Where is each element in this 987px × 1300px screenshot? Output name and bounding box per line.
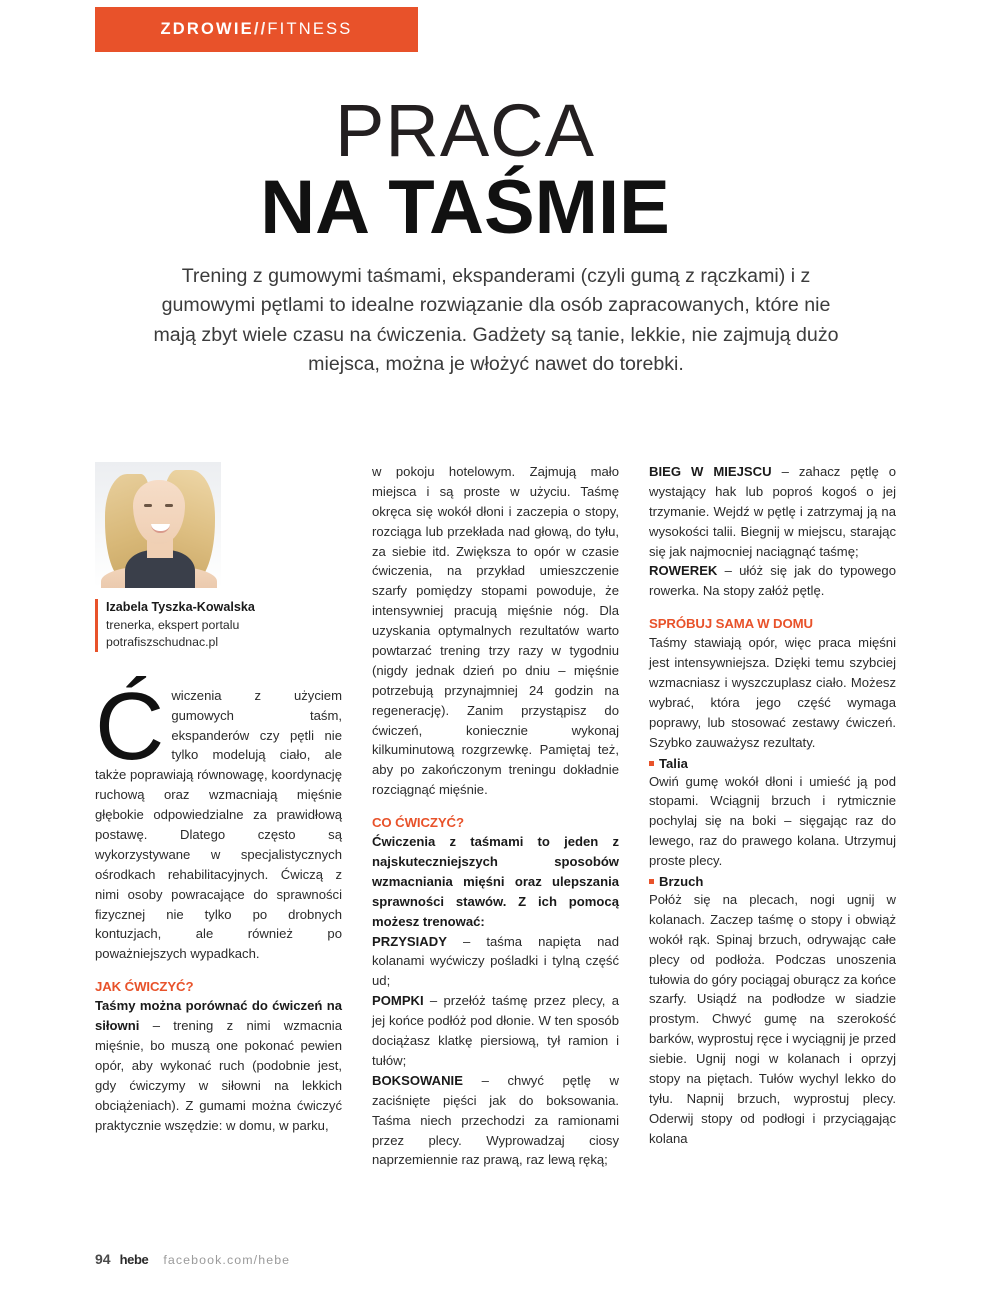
category-separator: // (253, 20, 268, 38)
exercise-description: – chwyć pętlę w zaciśnięte pięści jak do boksowania. Taśma niech przechodzi za ramionami przez plecy. Wyprowadzaj ciosy naprzemiennie raz prawą, raz lewą ręką; (372, 1072, 619, 1168)
author-name: Izabela Tyszka-Kowalska (106, 600, 255, 614)
author-role-line-1: trenerka, ekspert portalu (106, 617, 240, 632)
exercise-description: – przełóż taśmę przez plecy, a jej końce podłóż pod dłonie. W ten sposób dociążasz klatkę piersiową, tył ramion i tułów; (372, 993, 619, 1068)
drop-cap: Ć (95, 672, 165, 780)
exercise-description: – zahacz pętlę o wystający hak lub poproś kogoś o jej trzymanie. Wejdź w pętlę i zatrzymaj ją na wysokości talii. Biegnij w miejscu, starając się jak najmocniej naciągnąć taśmę; (649, 464, 897, 559)
photo-eye-right (165, 504, 173, 507)
subsection-talia-body: Owiń gumę wokół dłoni i umieść ją pod stopami. Wciągnij brzuch i rytmicznie pochylaj się na boki – sięgając raz do lewego, raz do prawego kolana. Utrzymuj proste plecy. (649, 773, 896, 869)
section-heading-jak-cwiczyc: JAK ĆWICZYĆ? (95, 979, 194, 995)
section-jak-cwiczyc-lead: Taśmy można porównać do ćwiczeń na siłowni (95, 998, 342, 1034)
column-1 (95, 462, 342, 1170)
exercise-item (649, 462, 896, 561)
exercise-item (372, 991, 619, 1071)
brand-logo: hebe (119, 1252, 149, 1267)
article-title (0, 89, 930, 251)
page-number: 94 (95, 1251, 111, 1267)
category-secondary: FITNESS (267, 20, 353, 38)
section-co-cwiczyc-lead (372, 832, 619, 931)
article-title-line-1: PRACA (335, 89, 595, 172)
footer-url[interactable]: facebook.com/hebe (163, 1253, 291, 1267)
subsection-brzuch-body: Połóż się na plecach, nogi ugnij w kolanach. Zaczep taśmę o stopy i obwiąż wokół rąk. Spinaj brzuch, odrywając całe plecy od podłoża. Podczas unoszenia tułowia do góry pociągaj oburącz za końce szarfy. Usiądź na podłodze w siadzie prostym. Chwyć gumę na szerokość barków, wyprostuj ręce i wyciągnij je przed siebie. Ugnij nogi w kolanach i oprzyj stopy na piętach. Tułów wychyl lekko do tyłu. Napnij brzuch, wyprostuj plecy. Oderwij stopy od podłogi i przyciągając kolana (649, 892, 896, 1146)
column-2 (372, 462, 619, 1170)
square-bullet-icon (649, 761, 654, 766)
exercise-term: PRZYSIADY (372, 933, 447, 949)
category-primary: ZDROWIE (160, 20, 254, 38)
article-columns (95, 462, 895, 1170)
article-lead-text: Trening z gumowymi taśmami, ekspanderami (czyli gumą z rączkami) i z gumowymi pętlami to idealne rozwiązanie dla osób zapracowanych, które nie mają zbyt wiele czasu na ćwiczenia. Gadżety są tanie, lekkie, nie zajmują dużo miejsca, można je włożyć nawet do torebki. (153, 265, 839, 376)
section-heading-co-cwiczyc: CO ĆWICZYĆ? (372, 815, 464, 831)
page-footer (95, 1251, 290, 1267)
exercise-item (372, 1071, 619, 1170)
exercise-description: – ułóż się jak do typowego rowerka. Na stopy załóż pętlę. (649, 563, 896, 599)
exercise-description: – taśma napięta nad kolanami wyćwiczy pośladki i tylną część ud; (372, 933, 619, 989)
column-2-continuation: w pokoju hotelowym. Zajmują mało miejsca i są proste w użyciu. Taśmę okręca się wokół dłoni i zaczepia o stopy, rozciąga lub przekłada nad głową, do tyłu, za siebie itd. Zwiększa to opór w czasie ćwiczenia, na przykład umieszczenie szarfy pomiędzy stopami powoduje, że intensywniej pracują mięśnie nóg. Dla uzyskania optymalnych rezultatów warto powtarzać trening trzy razy w tygodniu (nigdy jednak dzień po dniu – mięśnie potrzebują przynajmniej 24 godzin na regenerację). Zanim przystąpisz do ćwiczeń, koniecznie wykonaj kilkuminutową rozgrzewkę. Pamiętaj też, aby po zakończonym treningu dokładnie rozciągnąć mięśnie. (372, 464, 619, 798)
square-bullet-icon (649, 879, 654, 884)
author-role-line-2: potrafiszschudnac.pl (106, 635, 219, 650)
exercise-term: ROWEREK (649, 563, 718, 579)
category-banner (95, 7, 418, 52)
section-jak-cwiczyc-rest: – trening z nimi wzmacnia mięśnie, bo muszą one pokonać pewien opór, aby wykonać ruch (podobnie jest, gdy ćwiczymy w siłowni na lekkich obciążeniach). Z gumami można ćwiczyć praktycznie wszędzie: w domu, w parku, (95, 1018, 342, 1133)
exercise-item (372, 932, 619, 992)
subsection-heading-talia (649, 756, 896, 771)
subsection-talia-label: Talia (659, 755, 688, 771)
photo-eye-left (144, 504, 152, 507)
section-co-cwiczyc-lead-text: Ćwiczenia z taśmami to jeden z najskuteczniejszych sposobów wzmacniania mięśni oraz ulepszania sprawności stawów. Z ich pomocą możesz trenować: (372, 834, 619, 929)
column-3 (649, 462, 896, 1170)
exercise-term: BOKSOWANIE (372, 1072, 463, 1088)
subsection-heading-brzuch (649, 874, 896, 889)
article-lead (140, 262, 852, 380)
subsection-brzuch-label: Brzuch (659, 874, 704, 890)
category-banner-label (161, 20, 353, 39)
exercise-term: POMPKI (372, 993, 424, 1009)
exercise-term: BIEG W MIEJSCU (649, 464, 772, 479)
author-photo (95, 462, 221, 588)
intro-paragraph-text: wiczenia z użyciem gumowych taśm, ekspanderów czy pętli nie tylko modelują ciało, ale także poprawiają równowagę, koordynację ruchową oraz wzmacniają mięśnie głębokie odpowiedzialne za prawidłową postawę. Dlatego często są wykorzystywane w specjalistycznych ośrodkach rehabilitacyjnych. Ćwiczą z nimi osoby powracające do sprawności fizycznej nie tylko po drobnych kontuzjach, ale również po poważniejszych wypadkach. (95, 687, 342, 962)
intro-paragraph (95, 672, 342, 964)
author-credit (95, 599, 342, 652)
exercise-item (649, 561, 896, 601)
section-heading-sprobuj-sama-w-domu: SPRÓBUJ SAMA W DOMU (649, 616, 813, 632)
section-jak-cwiczyc-body (95, 996, 342, 1135)
article-title-line-2: NA TAŚMIE (260, 165, 670, 251)
section-sprobuj-body: Taśmy stawiają opór, więc praca mięśni jest intensywniejsza. Dzięki temu szybciej wzmacniasz i wyszczuplasz ciało. Możesz wybrać, która jego część wymaga poprawy, lub stosować zestawy ćwiczeń. Szybko zauważysz rezultaty. (649, 635, 896, 750)
